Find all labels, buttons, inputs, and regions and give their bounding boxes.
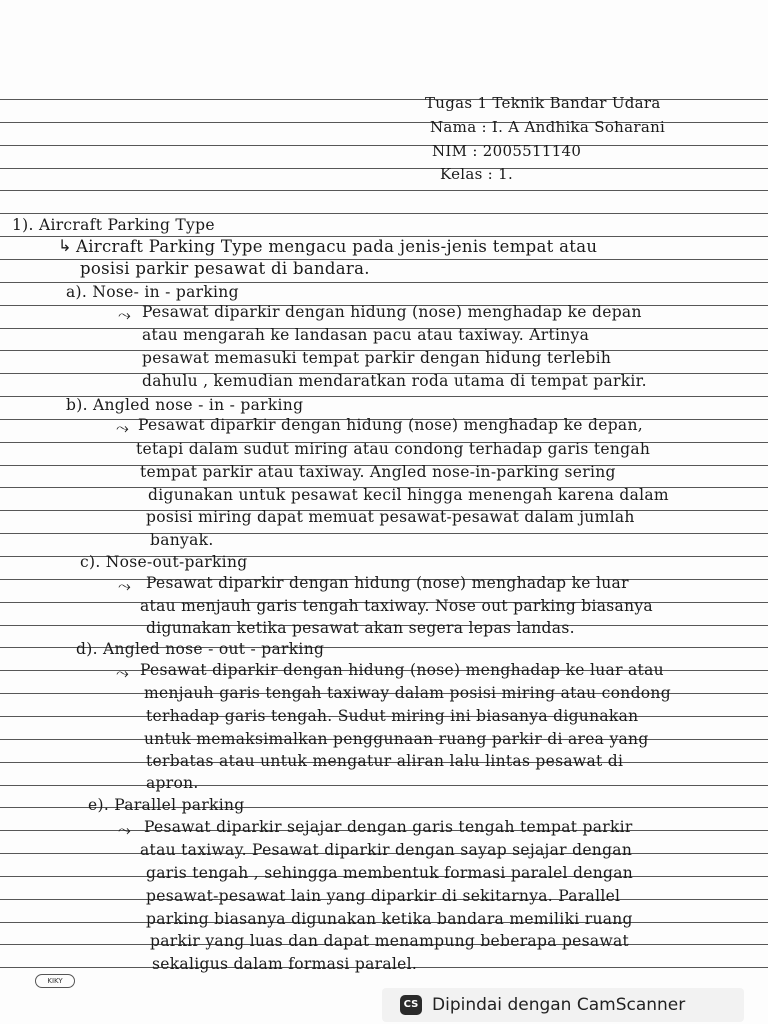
- section-title: 1). Aircraft Parking Type: [12, 216, 215, 234]
- squiggle-arrow-icon: ⤳: [116, 663, 129, 682]
- header-kelas: Kelas : 1.: [440, 165, 514, 183]
- item-line: Pesawat diparkir sejajar dengan garis tengah tempat parkir: [144, 818, 633, 836]
- item-line: terhadap garis tengah. Sudut miring ini biasanya digunakan: [146, 707, 639, 725]
- item-line: Pesawat diparkir dengan hidung (nose) menghadap ke luar atau: [140, 661, 664, 679]
- item-line: terbatas atau untuk mengatur aliran lalu lintas pesawat di: [146, 752, 624, 770]
- intro-line: posisi parkir pesawat di bandara.: [80, 259, 370, 278]
- item-line: digunakan untuk pesawat kecil hingga menengah karena dalam: [148, 486, 669, 504]
- item-line: parking biasanya digunakan ketika bandara memiliki ruang: [146, 910, 633, 928]
- camscanner-logo-icon: CS: [400, 995, 422, 1015]
- item-line: menjauh garis tengah taxiway dalam posisi miring atau condong: [144, 684, 671, 702]
- intro-line: Aircraft Parking Type mengacu pada jenis-jenis tempat atau: [76, 237, 598, 256]
- item-line: posisi miring dapat memuat pesawat-pesawat dalam jumlah: [146, 508, 635, 526]
- item-line: Pesawat diparkir dengan hidung (nose) menghadap ke depan: [142, 303, 642, 321]
- ruled-line: [0, 145, 768, 146]
- camscanner-watermark: [382, 988, 744, 1022]
- squiggle-arrow-icon: ⤳: [118, 820, 131, 839]
- item-heading-c: c). Nose-out-parking: [80, 553, 248, 571]
- squiggle-arrow-icon: ⤳: [116, 418, 129, 437]
- item-heading-a: a). Nose- in - parking: [66, 283, 239, 301]
- item-line: banyak.: [150, 531, 214, 549]
- ruled-line: [0, 213, 768, 214]
- notebook-brand-logo: KIKY: [35, 974, 75, 988]
- squiggle-arrow-icon: ⤳: [118, 576, 131, 595]
- item-line: pesawat-pesawat lain yang diparkir di sekitarnya. Parallel: [146, 887, 621, 905]
- item-line: untuk memaksimalkan penggunaan ruang parkir di area yang: [144, 730, 649, 748]
- item-line: atau mengarah ke landasan pacu atau taxiway. Artinya: [142, 326, 590, 344]
- item-heading-e: e). Parallel parking: [88, 796, 245, 814]
- item-line: atau taxiway. Pesawat diparkir dengan sayap sejajar dengan: [140, 841, 633, 859]
- arrow-icon: ↳: [58, 236, 72, 255]
- item-line: sekaligus dalam formasi paralel.: [152, 955, 418, 973]
- ruled-line: [0, 785, 768, 786]
- item-line: tempat parkir atau taxiway. Angled nose-in-parking sering: [140, 463, 616, 481]
- header-nim: NIM : 2005511140: [432, 142, 582, 160]
- item-line: dahulu , kemudian mendaratkan roda utama di tempat parkir.: [142, 372, 647, 390]
- item-line: tetapi dalam sudut miring atau condong terhadap garis tengah: [136, 440, 651, 458]
- item-heading-b: b). Angled nose - in - parking: [66, 396, 304, 414]
- item-line: digunakan ketika pesawat akan segera lepas landas.: [146, 619, 575, 637]
- item-line: apron.: [146, 774, 199, 792]
- ruled-line: [0, 533, 768, 534]
- item-line: atau menjauh garis tengah taxiway. Nose out parking biasanya: [140, 597, 653, 615]
- watermark-text: Dipindai dengan CamScanner: [432, 995, 686, 1015]
- item-line: parkir yang luas dan dapat menampung beberapa pesawat: [150, 932, 630, 950]
- header-nama: Nama : I. A Andhika Soharani: [430, 118, 666, 136]
- ruled-line: [0, 168, 768, 169]
- header-tugas: Tugas 1 Teknik Bandar Udara: [425, 94, 661, 112]
- squiggle-arrow-icon: ⤳: [118, 305, 131, 324]
- ruled-line: [0, 190, 768, 191]
- item-line: pesawat memasuki tempat parkir dengan hidung terlebih: [142, 349, 612, 367]
- item-line: Pesawat diparkir dengan hidung (nose) menghadap ke luar: [146, 574, 629, 592]
- item-line: Pesawat diparkir dengan hidung (nose) menghadap ke depan,: [138, 416, 643, 434]
- item-heading-d: d). Angled nose - out - parking: [76, 640, 325, 658]
- item-line: garis tengah , sehingga membentuk formasi paralel dengan: [146, 864, 634, 882]
